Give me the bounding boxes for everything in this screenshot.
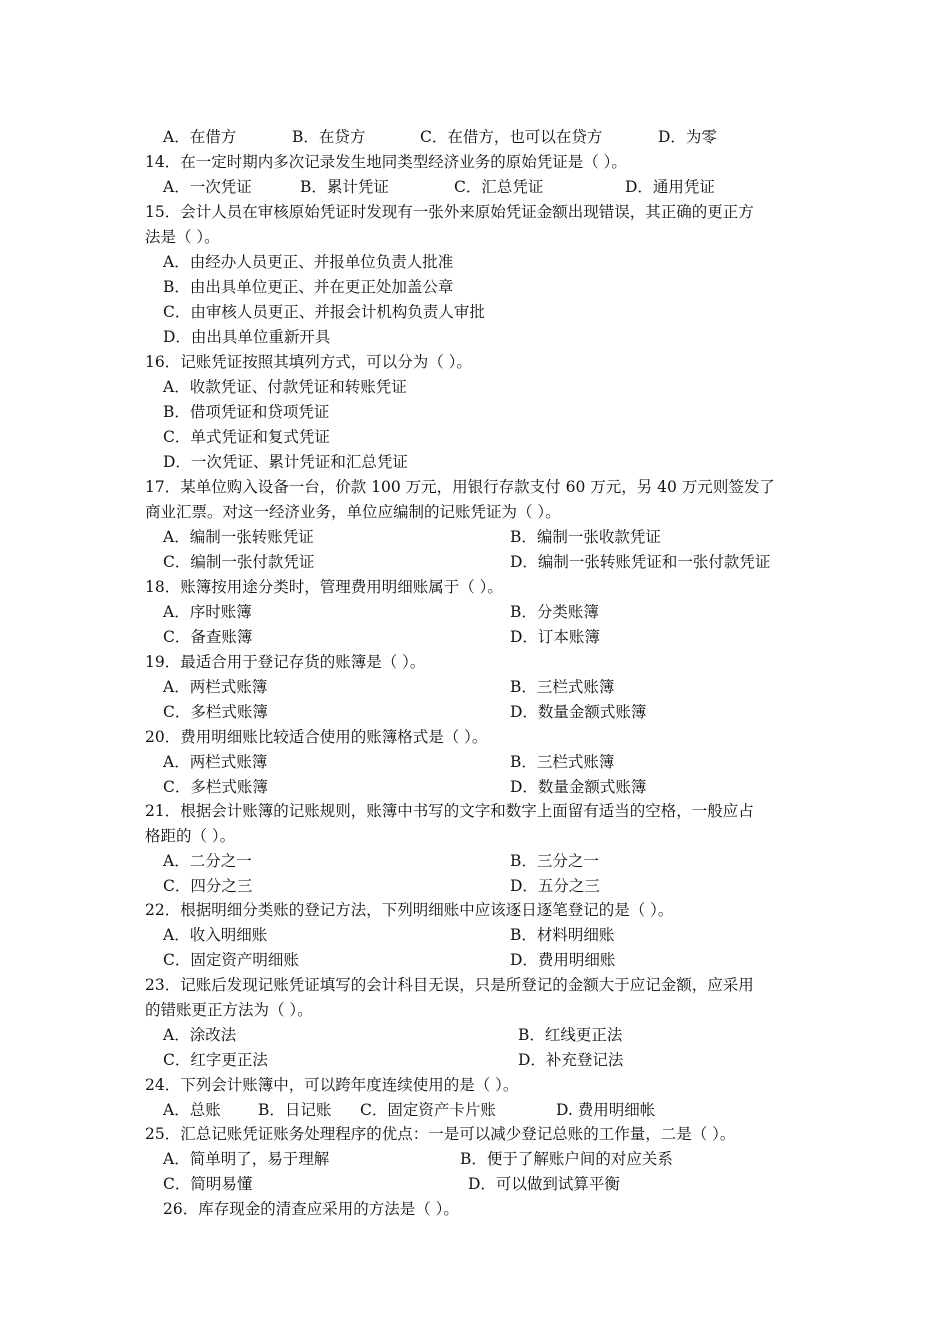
text-line: C．备查账簿 (163, 628, 253, 646)
text-line: D．编制一张转账凭证和一张付款凭证 (510, 553, 771, 571)
text-line: 15．会计人员在审核原始凭证时发现有一张外来原始凭证金额出现错误，其正确的更正方 (145, 203, 754, 221)
text-line: 17．某单位购入设备一台，价款 100 万元，用银行存款支付 60 万元，另 40 万元则签发了 (145, 478, 775, 496)
text-line: D．为零 (658, 128, 717, 146)
text-line: 19．最适合用于登记存货的账簿是（ ）。 (145, 653, 426, 671)
text-line: 24．下列会计账簿中，可以跨年度连续使用的是（ ）。 (145, 1076, 519, 1094)
text-line: B．分类账簿 (510, 603, 599, 621)
text-line: 商业汇票。对这一经济业务，单位应编制的记账凭证为（ ）。 (145, 503, 561, 521)
text-line: C．红字更正法 (163, 1051, 268, 1069)
text-line: A．两栏式账簿 (163, 753, 268, 771)
text-line: D．由出具单位重新开具 (163, 328, 331, 346)
text-line: B．材料明细账 (510, 926, 615, 944)
text-line: D．数量金额式账簿 (510, 778, 647, 796)
text-line: B．三分之一 (510, 852, 599, 870)
text-line: D．数量金额式账簿 (510, 703, 647, 721)
text-line: B．在贷方 (292, 128, 366, 146)
text-line: B．编制一张收款凭证 (510, 528, 661, 546)
text-line: A．编制一张转账凭证 (163, 528, 314, 546)
text-line: D．可以做到试算平衡 (468, 1175, 620, 1193)
text-line: A．收入明细账 (163, 926, 268, 944)
text-line: C．多栏式账簿 (163, 778, 268, 796)
text-line: A．在借方 (163, 128, 237, 146)
text-line: C．固定资产明细账 (163, 951, 299, 969)
text-line: A．简单明了，易于理解 (163, 1150, 330, 1168)
text-line: A．序时账簿 (163, 603, 252, 621)
text-line: D．五分之三 (510, 877, 600, 895)
text-line: 23．记账后发现记账凭证填写的会计科目无误，只是所登记的金额大于应记金额，应采用 (145, 976, 754, 994)
text-line: B．累计凭证 (300, 178, 389, 196)
text-line: D．费用明细账 (510, 951, 616, 969)
text-line: D．订本账簿 (510, 628, 600, 646)
text-line: 16．记账凭证按照其填列方式，可以分为（ ）。 (145, 353, 472, 371)
text-line: A．两栏式账簿 (163, 678, 268, 696)
text-line: B．日记账 (258, 1101, 332, 1119)
text-line: 14．在一定时期内多次记录发生地同类型经济业务的原始凭证是（ ）。 (145, 153, 627, 171)
text-line: 18．账簿按用途分类时，管理费用明细账属于（ ）。 (145, 578, 503, 596)
text-line: C．四分之三 (163, 877, 253, 895)
text-line: 格距的（ ）。 (145, 827, 236, 845)
text-line: A．二分之一 (163, 852, 252, 870)
text-line: B．三栏式账簿 (510, 753, 615, 771)
text-line: D．一次凭证、累计凭证和汇总凭证 (163, 453, 408, 471)
text-line: B．由出具单位更正、并在更正处加盖公章 (163, 278, 454, 296)
text-line: A．涂改法 (163, 1026, 237, 1044)
text-line: C．固定资产卡片账 (360, 1101, 496, 1119)
text-line: 法是（ ）。 (145, 228, 220, 246)
text-line: B．便于了解账户间的对应关系 (460, 1150, 673, 1168)
text-line: A．收款凭证、付款凭证和转账凭证 (163, 378, 407, 396)
text-line: C．简明易懂 (163, 1175, 253, 1193)
text-line: A．一次凭证 (163, 178, 252, 196)
text-line: 的错账更正方法为（ ）。 (145, 1001, 313, 1019)
text-line: C．单式凭证和复式凭证 (163, 428, 330, 446)
text-line: A．总账 (163, 1101, 221, 1119)
text-line: B．三栏式账簿 (510, 678, 615, 696)
text-line: C．多栏式账簿 (163, 703, 268, 721)
text-line: 25．汇总记账凭证账务处理程序的优点：一是可以减少登记总账的工作量，二是（ ）。 (145, 1125, 736, 1143)
text-line: D．通用凭证 (625, 178, 715, 196)
text-line: C．编制一张付款凭证 (163, 553, 315, 571)
text-line: A．由经办人员更正、并报单位负责人批准 (163, 253, 454, 271)
text-line: B．借项凭证和贷项凭证 (163, 403, 330, 421)
text-line: C．在借方，也可以在贷方 (420, 128, 603, 146)
text-line: B．红线更正法 (518, 1026, 623, 1044)
text-line: 21．根据会计账簿的记账规则，账簿中书写的文字和数字上面留有适当的空格，一般应占 (145, 802, 754, 820)
text-line: 22．根据明细分类账的登记方法，下列明细账中应该逐日逐笔登记的是（ ）。 (145, 901, 674, 919)
text-line: D. 费用明细帐 (556, 1101, 656, 1119)
text-line: C．汇总凭证 (454, 178, 544, 196)
text-line: C．由审核人员更正、并报会计机构负责人审批 (163, 303, 485, 321)
text-line: D．补充登记法 (518, 1051, 624, 1069)
text-line: 26．库存现金的清查应采用的方法是（ ）。 (163, 1200, 459, 1218)
text-line: 20．费用明细账比较适合使用的账簿格式是（ ）。 (145, 728, 488, 746)
